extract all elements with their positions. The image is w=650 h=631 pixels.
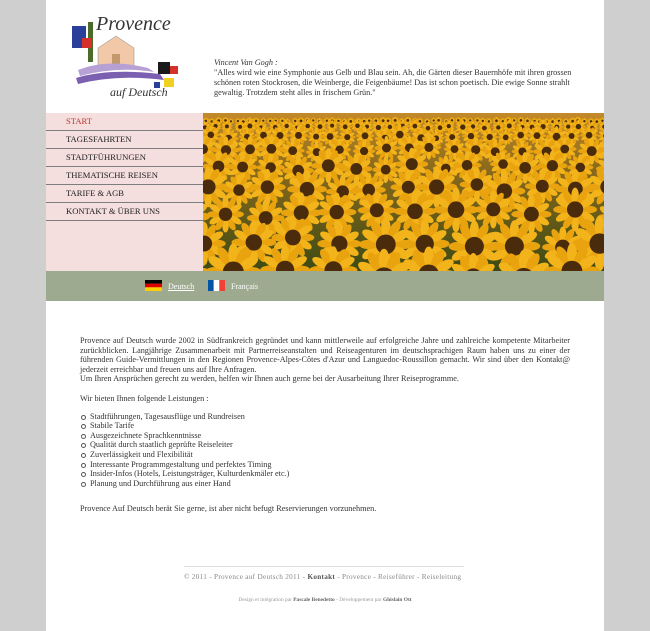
- services-list: [80, 412, 570, 489]
- footer: [184, 573, 464, 582]
- header: [46, 0, 604, 113]
- language-french-label: Français: [231, 282, 259, 291]
- nav-item-start[interactable]: START: [46, 113, 203, 131]
- quote-text: "Alles wird wie eine Symphonie aus Gelb und Blau sein. Ah, die Gärten dieser Bauernhöfe mit ihren grossen schönen roten Stockrosen, die Weinberge, die Feigenbäume! Das ist schon poetisch. Die ewige Sonne strahlt gewaltig. Trotzdem steht alles in frischem Grün.": [214, 68, 572, 97]
- nav-item-tagesfahrten[interactable]: TAGESFAHRTEN: [46, 131, 203, 149]
- footer-keywords: - Provence - Reiseführer - Reiseleitung: [337, 573, 462, 581]
- credits-design-prefix: Design et intégration par: [238, 597, 292, 603]
- german-flag-icon: [145, 280, 162, 291]
- list-item: Interessante Programmgestaltung und perfektes Timing: [80, 460, 570, 470]
- quote-author: Vincent Van Gogh :: [214, 58, 278, 67]
- credits-developer-link[interactable]: Ghislain Ott: [382, 597, 412, 603]
- logo-subtitle: auf Deutsch: [110, 85, 168, 99]
- main-content: [80, 336, 570, 514]
- list-item: Insider-Infos (Hotels, Leistungsträger, Kulturdenkmäler etc.): [80, 469, 570, 479]
- list-item: Planung und Durchführung aus einer Hand: [80, 479, 570, 489]
- footer-copyright: © 2011 - Provence auf Deutsch 2011 -: [184, 573, 306, 581]
- closing-paragraph: Provence Auf Deutsch berät Sie gerne, ist aber nicht befugt Reservierungen vorzunehmen.: [80, 504, 377, 514]
- sunflower-banner: [203, 113, 604, 271]
- credits: [46, 597, 604, 603]
- page: [46, 0, 604, 631]
- list-item: Ausgezeichnete Sprachkenntnisse: [80, 431, 570, 441]
- main-nav: [46, 113, 203, 271]
- intro-paragraph-2: Um Ihren Ansprüchen gerecht zu werden, helfen wir Ihnen auch gerne bei der Ausarbeitung Ihrer Reiseprogramme.: [80, 374, 459, 384]
- nav-item-tarife-agb[interactable]: TARIFE & AGB: [46, 185, 203, 203]
- nav-item-stadtfuehrungen[interactable]: STADTFÜHRUNGEN: [46, 149, 203, 167]
- sunflower-image: [203, 113, 604, 271]
- services-heading: Wir bieten Ihnen folgende Leistungen :: [80, 393, 209, 403]
- logo-image: [68, 8, 188, 104]
- credits-designer-link[interactable]: Pascale Benedetto: [293, 597, 335, 603]
- list-item: Stabile Tarife: [80, 421, 570, 431]
- language-german-label: Deutsch: [168, 282, 195, 291]
- language-french-link[interactable]: [208, 280, 258, 291]
- intro-paragraph: Provence auf Deutsch wurde 2002 in Südfrankreich gegründet und kann mittlerweile auf erfolgreiche Jahre und zahlreiche kompetente Mitarbeiter zurückblicken. Langjährige Zusammenarbeit mit Partnerreiseanstalten und Reiseagenturen im deutschsprachigen Raum haben uns zu einer der führenden Guide-Vermittlungen in den Regionen Provence-Alpes-Côtes d'Azur und Languedoc-Roussillon gemacht. Wir sind über den Kontakt@ jederzeit erreichbar und freuen uns auf Ihre Anfragen.: [80, 336, 570, 374]
- footer-kontakt-link[interactable]: Kontakt: [307, 573, 336, 581]
- list-item: Zuverlässigkeit und Flexibilität: [80, 450, 570, 460]
- french-flag-icon: [208, 280, 225, 291]
- list-item: Qualität durch staatlich geprüfte Reiseleiter: [80, 440, 570, 450]
- nav-item-thematische-reisen[interactable]: THEMATISCHE REISEN: [46, 167, 203, 185]
- credits-dev-prefix: - Développement par: [336, 597, 382, 603]
- language-bar: [46, 271, 604, 301]
- logo-title: Provence: [96, 13, 171, 35]
- quote-block: [214, 58, 596, 98]
- nav-row: [46, 113, 604, 271]
- list-item: Stadtführungen, Tagesausflüge und Rundreisen: [80, 412, 570, 422]
- language-german-link[interactable]: [145, 280, 194, 291]
- site-logo[interactable]: [68, 8, 188, 104]
- footer-divider: [184, 566, 464, 567]
- nav-item-kontakt[interactable]: KONTAKT & ÜBER UNS: [46, 203, 203, 221]
